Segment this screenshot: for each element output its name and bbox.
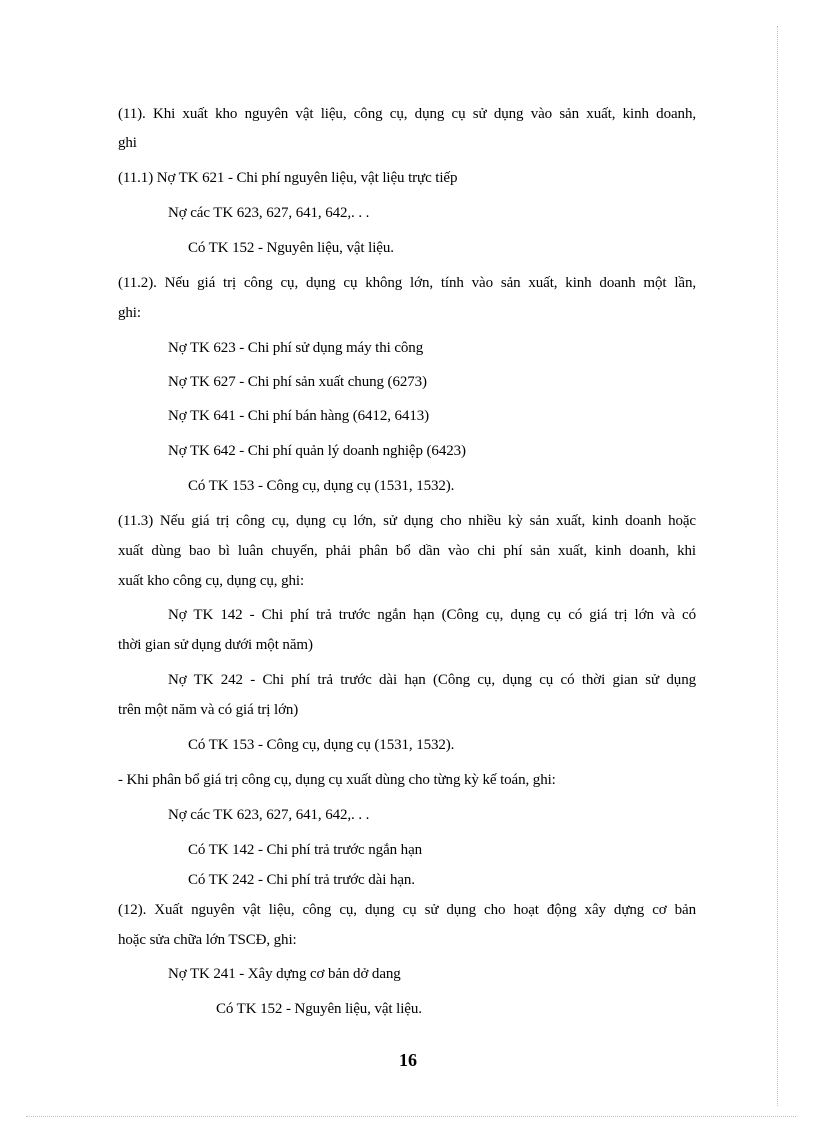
text-line: (11.1) Nợ TK 621 - Chi phí nguyên liệu, vật liệu trực tiếp [118,170,458,186]
text-line: Nợ TK 242 - Chi phí trả trước dài hạn (Công cụ, dụng cụ có thời gian sử dụng [168,672,696,688]
text-line: Nợ TK 642 - Chi phí quản lý doanh nghiệp (6423) [168,443,466,459]
text-line: Nợ các TK 623, 627, 641, 642,. . . [168,205,370,221]
text-line: hoặc sửa chữa lớn TSCĐ, ghi: [118,932,297,948]
text-line: Nợ TK 627 - Chi phí sản xuất chung (6273) [168,374,427,390]
text-line: xuất dùng bao bì luân chuyển, phải phân bổ dần vào chi phí sản xuất, kinh doanh, khi [118,543,696,559]
text-line: Có TK 152 - Nguyên liệu, vật liệu. [216,1001,422,1017]
text-line: Có TK 152 - Nguyên liệu, vật liệu. [188,240,394,256]
text-line: Nợ TK 641 - Chi phí bán hàng (6412, 6413) [168,408,430,424]
text-line: Nợ TK 623 - Chi phí sử dụng máy thi công [168,340,424,356]
text-line: Có TK 242 - Chi phí trả trước dài hạn. [188,872,415,888]
text-line: (11.3) Nếu giá trị công cụ, dụng cụ lớn, sử dụng cho nhiều kỳ sản xuất, kinh doanh hoặc [118,513,696,529]
page-border-bottom [26,1116,796,1117]
text-line: Có TK 153 - Công cụ, dụng cụ (1531, 1532). [188,478,455,494]
text-line: xuất kho công cụ, dụng cụ, ghi: [118,573,305,589]
text-line: Nợ các TK 623, 627, 641, 642,. . . [168,807,370,823]
page-number: 16 [399,1050,417,1070]
text-line: thời gian sử dụng dưới một năm) [118,637,313,653]
text-line: ghi [118,135,137,151]
text-line: ghi: [118,305,141,321]
text-line: (11). Khi xuất kho nguyên vật liệu, công cụ, dụng cụ sử dụng vào sản xuất, kinh doanh, [118,106,696,122]
text-line: (12). Xuất nguyên vật liệu, công cụ, dụng cụ sử dụng cho hoạt động xây dựng cơ bản [118,902,696,918]
page-border-right [777,26,778,1106]
text-line: Nợ TK 241 - Xây dựng cơ bản dở dang [168,966,401,982]
text-line: Có TK 153 - Công cụ, dụng cụ (1531, 1532). [188,737,455,753]
text-line: (11.2). Nếu giá trị công cụ, dụng cụ không lớn, tính vào sản xuất, kinh doanh một lần, [118,275,696,291]
text-line: Nợ TK 142 - Chi phí trả trước ngắn hạn (Công cụ, dụng cụ có giá trị lớn và có [168,607,696,623]
text-line: - Khi phân bổ giá trị công cụ, dụng cụ xuất dùng cho từng kỳ kế toán, ghi: [118,772,556,788]
text-line: trên một năm và có giá trị lớn) [118,702,299,718]
text-line: Có TK 142 - Chi phí trả trước ngắn hạn [188,842,423,858]
